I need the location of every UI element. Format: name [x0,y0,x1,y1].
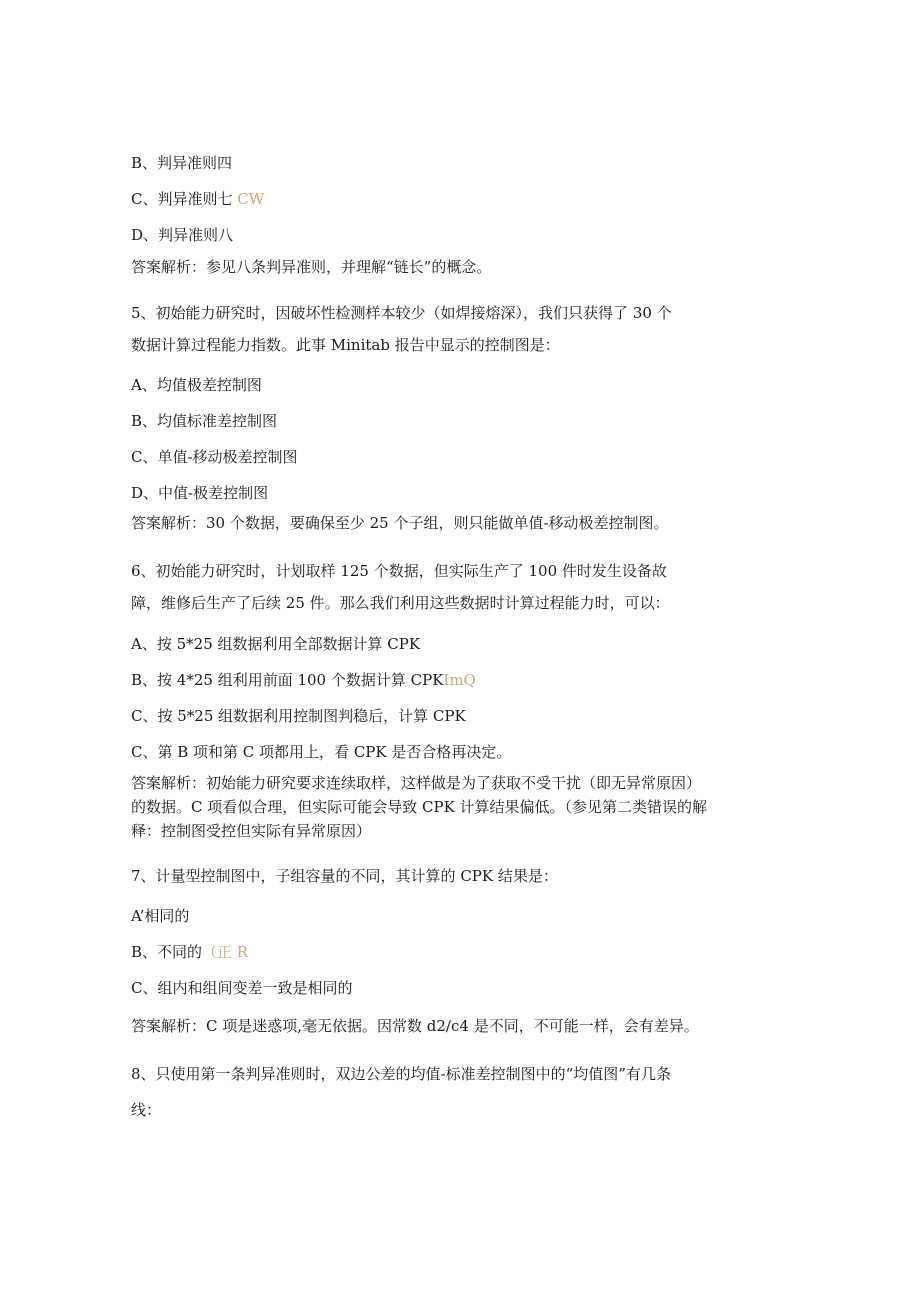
q8-stem-line1: 8、只使用第一条判异准则时，双边公差的均值-标准差控制图中的“均值图”有几条 [131,1065,671,1083]
q7-option-b-text: B、不同的 [131,943,203,961]
q8-stem-line2: 线： [131,1101,162,1119]
q5-option-d: D、中值-极差控制图 [131,484,269,502]
q6-option-b [131,670,476,690]
q5-stem-line1: 5、初始能力研究时，因破坏性检测样本较少（如焊接熔深），我们只获得了 30 个 [131,304,672,322]
q7-option-b [131,942,248,962]
q6-analysis-line1: 答案解析：初始能力研究要求连续取样，这样做是为了获取不受干扰（即无异常原因） [131,774,702,792]
q6-stem-line2: 障，维修后生产了后续 25 件。那么我们利用这些数据时计算过程能力时，可以： [131,594,670,612]
q4-option-c-text: C、判异准则七 [131,190,233,208]
q6-analysis-line2: 的数据。C 项看似合理，但实际可能会导致 CPK 计算结果偏低。（参见第二类错误的解 [131,798,708,816]
q6-analysis-line3: 释：控制图受控但实际有异常原因） [131,822,372,840]
q7-option-a: A’相同的 [131,907,190,925]
q7-stem: 7、计量型控制图中，子组容量的不同，其计算的 CPK 结果是： [131,867,558,885]
q5-option-b: B、均值标准差控制图 [131,412,278,430]
q6-option-b-mark: ImQ [443,671,476,689]
q6-option-b-text: B、按 4*25 组利用前面 100 个数据计算 CPK [131,671,444,689]
q4-analysis: 答案解析：参见八条判异准则，并理解“链长”的概念。 [131,258,492,276]
q5-option-a: A、均值极差控制图 [131,376,262,394]
q4-option-c [131,189,264,209]
q4-option-b: B、判异准则四 [131,154,233,172]
q6-stem-line1: 6、初始能力研究时，计划取样 125 个数据，但实际生产了 100 件时发生设备故 [131,562,667,580]
q7-option-b-mark: （正 R [202,943,249,961]
q4-option-c-mark: CW [237,190,265,208]
q7-option-c: C、组内和组间变差一致是相同的 [131,979,353,997]
q6-option-c: C、按 5*25 组数据利用控制图判稳后，计算 CPK [131,707,466,725]
q7-analysis: 答案解析：C 项是迷惑项,毫无依据。因常数 d2/c4 是不同，不可能一样，会有差异。 [131,1017,699,1035]
q5-option-c: C、单值-移动极差控制图 [131,448,298,466]
q5-stem-line2: 数据计算过程能力指数。此事 Minitab 报告中显示的控制图是： [131,336,560,354]
q6-option-a: A、按 5*25 组数据利用全部数据计算 CPK [131,635,421,653]
q4-option-d: D、判异准则八 [131,226,234,244]
q5-analysis: 答案解析：30 个数据，要确保至少 25 个子组，则只能做单值-移动极差控制图。 [131,514,669,532]
q6-option-d: C、第 B 项和第 C 项都用上，看 CPK 是否合格再决定。 [131,743,512,761]
